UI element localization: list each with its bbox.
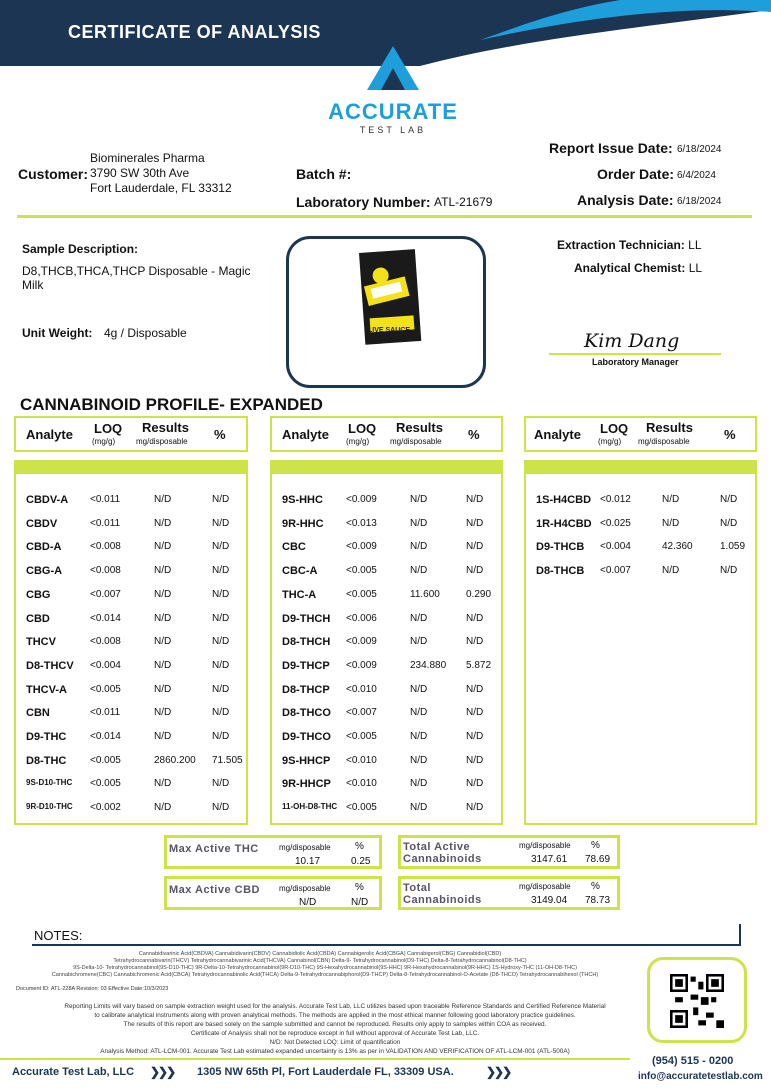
result-cell: N/D xyxy=(410,731,428,742)
table-row xyxy=(272,488,501,512)
table-row xyxy=(272,583,501,607)
percent-cell: N/D xyxy=(466,707,484,719)
percent-cell: N/D xyxy=(466,612,484,624)
company-logo xyxy=(318,44,468,135)
analyte-cell: CBN xyxy=(26,707,50,720)
table-row xyxy=(272,654,501,678)
result-cell: N/D xyxy=(154,659,172,671)
hdr-loq: LOQ xyxy=(600,421,629,436)
analysis-date: 6/18/2024 xyxy=(677,196,722,207)
total-pct-header: % xyxy=(591,881,600,892)
percent-cell: N/D xyxy=(212,778,230,790)
total-unit: mg/disposable xyxy=(519,882,571,891)
table-row xyxy=(272,535,501,559)
percent-cell: N/D xyxy=(212,612,230,624)
sample-desc-line1: D8,THCB,THCA,THCP Disposable - Magic xyxy=(22,264,251,278)
results-column-2 xyxy=(270,460,503,825)
table-row xyxy=(16,654,246,678)
analyte-cell: D9-THCB xyxy=(536,541,585,554)
hdr-analyte: Analyte xyxy=(26,427,73,442)
percent-cell: N/D xyxy=(212,588,230,600)
percent-cell: 5.872 xyxy=(466,659,492,671)
table-row xyxy=(16,796,246,820)
max-thc-value: 10.17 xyxy=(295,856,321,867)
total-pct: 78.73 xyxy=(585,895,611,906)
results-column-1 xyxy=(14,460,248,825)
loq-cell: <0.005 xyxy=(346,731,377,742)
total-active-label1: Total Active xyxy=(403,841,471,853)
document-title: CERTIFICATE OF ANALYSIS xyxy=(68,22,321,42)
result-cell: N/D xyxy=(410,778,428,790)
triangle-logo-icon xyxy=(365,44,421,92)
table-header-3 xyxy=(524,416,757,452)
result-cell: N/D xyxy=(410,612,428,624)
results-column-3 xyxy=(524,460,757,825)
result-cell: N/D xyxy=(154,707,172,719)
sample-photo xyxy=(286,236,486,388)
loq-cell: <0.007 xyxy=(90,588,121,600)
analyte-cell: 9R-HHCP xyxy=(282,778,331,791)
analyte-cell: D8-THCV xyxy=(26,659,74,672)
analyte-cell: THCV xyxy=(26,636,56,649)
disclaimer-line: The results of this report are based solely on the sample submitted and cannot be reproduced. Results only apply to samples within COA as received. xyxy=(123,1021,547,1028)
analyte-cell: 9S-HHC xyxy=(282,494,323,506)
total-label2: Cannabinoids xyxy=(403,894,482,906)
loq-cell: <0.009 xyxy=(346,494,377,505)
table-row xyxy=(272,607,501,631)
qr-code-icon xyxy=(670,974,724,1028)
table-row xyxy=(272,749,501,773)
loq-cell: <0.005 xyxy=(346,802,377,814)
disclaimer-line: Analysis Method: ATL-LCM-001. Accurate Test Lab estimated expanded uncertainty is 13% as per in VALIDATION AND VERIFICATION OF ATL-LCM-001 (ATL-500A) xyxy=(100,1048,570,1055)
max-cbd-unit: mg/disposable xyxy=(279,884,331,893)
loq-cell: <0.008 xyxy=(90,636,121,648)
loq-cell: <0.013 xyxy=(346,517,377,529)
max-thc-pct-header: % xyxy=(355,841,364,852)
disclaimer-line: N/D: Not Detected LOQ: Limit of quantification xyxy=(269,1039,401,1046)
result-cell: N/D xyxy=(662,565,680,577)
result-cell: N/D xyxy=(154,588,172,600)
batch-label: Batch #: xyxy=(296,166,352,182)
percent-cell: N/D xyxy=(212,565,230,577)
percent-cell: N/D xyxy=(720,517,738,529)
analyte-cell: 9R-D10-THC xyxy=(26,802,73,812)
hdr-analyte: Analyte xyxy=(534,427,581,442)
signature-line xyxy=(549,353,721,355)
max-active-cbd-box xyxy=(164,876,382,910)
loq-cell: <0.014 xyxy=(90,731,121,742)
result-cell: N/D xyxy=(662,517,680,529)
result-cell: N/D xyxy=(154,636,172,648)
result-cell: 234.880 xyxy=(410,659,447,671)
manager-title: Laboratory Manager xyxy=(592,357,679,367)
percent-cell: N/D xyxy=(466,565,484,577)
total-active-pct-header: % xyxy=(591,840,600,851)
extraction-tech-value: LL xyxy=(688,238,702,252)
loq-cell: <0.010 xyxy=(346,778,377,790)
loq-cell: <0.011 xyxy=(90,707,121,719)
result-cell: N/D xyxy=(154,612,172,624)
result-cell: N/D xyxy=(410,517,428,529)
hdr-loq-unit: (mg/g) xyxy=(598,437,622,446)
result-cell: N/D xyxy=(154,517,172,529)
chevrons-icon: ❯❯❯ xyxy=(150,1065,175,1079)
footer-rule xyxy=(0,1058,630,1060)
abbr-line-1: Cannabidivarinic Acid(CBDVA) Cannabidivarin(CBDV) Cannabidiolic Acid(CBDA) Cannabigerolic Acid(CBGA) Cannabigerol(CBG) Cannabidiol(CBD) xyxy=(138,951,502,957)
result-cell: N/D xyxy=(410,683,428,695)
result-cell: N/D xyxy=(154,683,172,695)
total-active-unit: mg/disposable xyxy=(519,841,571,850)
table-row xyxy=(272,772,501,796)
table-row xyxy=(272,512,501,536)
abbr-line-3: 9S-Delta-10- Tetrahydrocannabinol(9S-D10-THC) 9R-Delta-10-Tetrahydrocannabinol(9R-D10-THC) 9S-Hexahydrocannabinol(9S-HHC) 9R-Hexahydrocannabinol(9R-HHC) 1S-Hydroxy-THC (11-OH-D8-THC) xyxy=(73,965,577,971)
loq-cell: <0.011 xyxy=(90,517,121,529)
hdr-results: Results xyxy=(646,420,693,435)
total-active-pct: 78.69 xyxy=(585,854,611,865)
hdr-loq: LOQ xyxy=(348,421,377,436)
result-cell: N/D xyxy=(154,565,172,577)
extraction-tech xyxy=(557,238,702,252)
loq-cell: <0.009 xyxy=(346,541,377,553)
result-cell: N/D xyxy=(410,565,428,577)
hdr-results: Results xyxy=(396,420,443,435)
disclaimer-line: Certificate of Analysis shall not be reproduce except in full without approval of Accurate Test Lab, LLC. xyxy=(190,1030,480,1037)
loq-cell: <0.025 xyxy=(600,517,631,529)
analyte-cell: D8-THCB xyxy=(536,565,585,578)
analyte-cell: D8-THC xyxy=(26,754,67,767)
loq-cell: <0.007 xyxy=(600,565,631,577)
customer-address1: 3790 SW 30th Ave xyxy=(90,166,190,180)
sample-desc-line2: Milk xyxy=(22,278,44,292)
chevrons-icon: ❯❯❯ xyxy=(486,1065,511,1079)
max-thc-pct: 0.25 xyxy=(351,856,371,867)
percent-cell: 71.505 xyxy=(212,754,243,766)
analytical-chemist xyxy=(574,261,702,275)
hdr-pct: % xyxy=(468,427,480,442)
loq-cell: <0.002 xyxy=(90,802,121,814)
table-row xyxy=(16,701,246,725)
logo-word: ACCURATE xyxy=(328,99,458,124)
max-cbd-label: Max Active CBD xyxy=(169,884,260,896)
loq-cell: <0.014 xyxy=(90,612,121,624)
result-cell: N/D xyxy=(410,707,428,719)
table-header-1 xyxy=(14,416,248,452)
footer-company: Accurate Test Lab, LLC xyxy=(12,1066,135,1078)
loq-cell: <0.010 xyxy=(346,754,377,766)
max-cbd-value: N/D xyxy=(299,897,317,908)
hdr-pct: % xyxy=(724,427,736,442)
disclaimer-line: to calibrate analytical instruments along with proven analytical methods. The methods are applied in the most ethical manner following good laboratory practice guidelines. xyxy=(94,1012,576,1019)
percent-cell: N/D xyxy=(466,494,484,505)
contact-email[interactable]: info@accuratetestlab.com xyxy=(638,1071,763,1082)
percent-cell: 0.290 xyxy=(466,588,492,600)
lab-number-value: ATL-21679 xyxy=(434,195,493,209)
percent-cell: 1.059 xyxy=(720,541,746,553)
analyte-cell: CBC xyxy=(282,541,306,554)
table-header-2 xyxy=(270,416,503,452)
analyte-cell: CBC-A xyxy=(282,565,318,578)
percent-cell: N/D xyxy=(212,731,230,742)
analyte-cell: D9-THCH xyxy=(282,612,331,625)
table-row xyxy=(16,607,246,631)
total-label1: Total xyxy=(403,882,431,894)
analyte-cell: D8-THCH xyxy=(282,636,331,649)
analyte-cell: CBG xyxy=(26,588,51,601)
percent-cell: N/D xyxy=(212,494,230,505)
percent-cell: N/D xyxy=(466,802,484,814)
analyte-cell: THCV-A xyxy=(26,683,67,696)
table-row xyxy=(272,630,501,654)
table-row xyxy=(272,678,501,702)
sample-desc-label: Sample Description: xyxy=(22,242,139,256)
hdr-analyte: Analyte xyxy=(282,427,329,442)
table-row xyxy=(16,512,246,536)
total-active-value: 3147.61 xyxy=(531,854,568,865)
percent-cell: N/D xyxy=(212,802,230,814)
analyte-cell: D9-THC xyxy=(26,731,67,743)
max-cbd-pct-header: % xyxy=(355,882,364,893)
customer-address2: Fort Lauderdale, FL 33312 xyxy=(90,181,232,195)
analyte-cell: D8-THCP xyxy=(282,683,330,696)
result-cell: N/D xyxy=(410,541,428,553)
notes-label: NOTES: xyxy=(34,928,83,943)
hdr-results-unit: mg/disposable xyxy=(638,437,690,446)
table-row xyxy=(16,535,246,559)
max-thc-unit: mg/disposable xyxy=(279,843,331,852)
analyte-cell: CBG-A xyxy=(26,565,63,578)
result-cell: N/D xyxy=(154,541,172,553)
loq-cell: <0.004 xyxy=(90,659,121,671)
footer-address: 1305 NW 65th Pl, Fort Lauderdale FL, 33309 USA. xyxy=(197,1066,454,1078)
result-cell: N/D xyxy=(410,802,428,814)
analyte-cell: 1S-H4CBD xyxy=(536,494,592,506)
disclaimer xyxy=(30,1002,640,1056)
loq-cell: <0.009 xyxy=(346,659,377,671)
customer-name: Biominerales Pharma xyxy=(90,151,205,165)
chemist-value: LL xyxy=(688,261,703,275)
total-cannabinoids-box xyxy=(398,876,620,910)
result-cell: 42.360 xyxy=(662,541,693,553)
result-cell: N/D xyxy=(410,494,428,505)
table-row xyxy=(16,678,246,702)
qr-code-frame[interactable] xyxy=(647,957,747,1043)
total-value: 3149.04 xyxy=(531,895,568,906)
result-cell: N/D xyxy=(154,802,172,814)
percent-cell: N/D xyxy=(466,778,484,790)
analyte-cell: 9S-D10-THC xyxy=(26,778,73,788)
percent-cell: N/D xyxy=(212,683,230,695)
table-row xyxy=(272,559,501,583)
loq-cell: <0.008 xyxy=(90,541,121,553)
analyte-cell: D8-THCO xyxy=(282,707,331,720)
table-row xyxy=(526,488,755,512)
max-thc-label: Max Active THC xyxy=(169,843,259,855)
percent-cell: N/D xyxy=(212,517,230,529)
table-row xyxy=(16,583,246,607)
percent-cell: N/D xyxy=(466,541,484,553)
table-row xyxy=(16,725,246,749)
result-cell: N/D xyxy=(154,731,172,742)
unit-weight-value: 4g / Disposable xyxy=(104,326,187,340)
percent-cell: N/D xyxy=(212,636,230,648)
result-cell: N/D xyxy=(662,494,680,505)
loq-cell: <0.008 xyxy=(90,565,121,577)
profile-title: CANNABINOID PROFILE- EXPANDED xyxy=(20,395,323,414)
header-divider xyxy=(17,215,752,218)
loq-cell: <0.004 xyxy=(600,541,631,553)
result-cell: N/D xyxy=(410,754,428,766)
result-cell: 11.600 xyxy=(410,588,440,600)
percent-cell: N/D xyxy=(466,517,484,529)
hdr-loq: LOQ xyxy=(94,421,123,436)
loq-cell: <0.005 xyxy=(90,754,121,766)
percent-cell: N/D xyxy=(466,731,484,742)
analyte-cell: 9R-HHC xyxy=(282,517,324,530)
hdr-loq-unit: (mg/g) xyxy=(346,437,370,446)
hdr-results: Results xyxy=(142,420,189,435)
percent-cell: N/D xyxy=(466,683,484,695)
report-issue-date: 6/18/2024 xyxy=(677,144,722,155)
percent-cell: N/D xyxy=(212,707,230,719)
loq-cell: <0.005 xyxy=(346,588,377,600)
loq-cell: <0.005 xyxy=(90,683,121,695)
analysis-date-label: Analysis Date: xyxy=(577,192,674,208)
loq-cell: <0.010 xyxy=(346,683,377,695)
table-row xyxy=(272,796,501,820)
analyte-cell: CBDV-A xyxy=(26,494,69,506)
table-row xyxy=(526,559,755,583)
table-row xyxy=(16,488,246,512)
order-date-label: Order Date: xyxy=(597,166,675,182)
percent-cell: N/D xyxy=(466,754,484,766)
hdr-loq-unit: (mg/g) xyxy=(92,437,116,446)
table-row xyxy=(526,535,755,559)
analyte-cell: THC-A xyxy=(282,588,317,601)
max-cbd-pct: N/D xyxy=(351,897,369,908)
percent-cell: N/D xyxy=(720,494,738,505)
result-cell: 2860.200 xyxy=(154,754,196,766)
photo-label: LIVE SAUCE xyxy=(367,327,411,334)
analyte-cell: CBD-A xyxy=(26,541,62,554)
chemist-label: Analytical Chemist: xyxy=(574,261,686,275)
hdr-results-unit: mg/disposable xyxy=(390,437,442,446)
loq-cell: <0.005 xyxy=(90,778,121,790)
table-row xyxy=(16,772,246,796)
table-row xyxy=(16,559,246,583)
manager-signature: Kim Dang xyxy=(584,330,680,352)
customer-label: Customer: xyxy=(18,166,89,182)
total-active-box xyxy=(398,835,620,869)
table-row xyxy=(526,512,755,536)
hdr-results-unit: mg/disposable xyxy=(136,437,188,446)
hdr-pct: % xyxy=(214,427,226,442)
result-cell: N/D xyxy=(154,494,172,505)
extraction-tech-label: Extraction Technician: xyxy=(557,238,685,252)
lab-number-label: Laboratory Number: xyxy=(296,194,431,210)
percent-cell: N/D xyxy=(212,659,230,671)
analyte-cell: CBD xyxy=(26,612,50,625)
max-active-thc-box xyxy=(164,835,382,869)
analyte-cell: D9-THCP xyxy=(282,659,330,672)
table-row xyxy=(272,725,501,749)
loq-cell: <0.011 xyxy=(90,494,121,505)
disclaimer-line: Reporting Limits will vary based on sample extraction weight used for the analysis. Accurate Test Lab, LLC utilizes based upon traceable Reference Standards and Certified Reference Material xyxy=(64,1003,606,1010)
analyte-cell: D9-THCO xyxy=(282,731,331,743)
logo-subtitle: TEST LAB xyxy=(359,125,427,135)
analyte-cell: 9S-HHCP xyxy=(282,754,331,767)
notes-bar xyxy=(32,924,741,946)
loq-cell: <0.005 xyxy=(346,565,377,577)
loq-cell: <0.007 xyxy=(346,707,377,719)
percent-cell: N/D xyxy=(720,565,738,577)
footer xyxy=(0,1058,771,1090)
analyte-cell: 11-OH-D8-THC xyxy=(282,802,338,812)
order-date: 6/4/2024 xyxy=(677,170,716,181)
loq-cell: <0.009 xyxy=(346,636,377,648)
table-row xyxy=(272,701,501,725)
document-info: Document ID: ATL-228A Revision: 03 Effective Date:10/3/2023 xyxy=(16,986,169,992)
percent-cell: N/D xyxy=(466,636,484,648)
table-row xyxy=(16,749,246,773)
report-issue-label: Report Issue Date: xyxy=(549,140,673,156)
loq-cell: <0.006 xyxy=(346,612,377,624)
analyte-cell: CBDV xyxy=(26,517,58,530)
percent-cell: N/D xyxy=(212,541,230,553)
abbr-line-4: Cannabichromene(CBC) Cannabichromenic Acid(CBCA) Tetrahydrocannabinolic Acid(THCA) Delta-9-Tetrahydrocannabiphorol(D9-THCP) Delta-8-Tetrahydrocannabinol-O-Acetate (D8-THCO) Tetrahydrocannabihexol (THCH) xyxy=(51,972,599,978)
contact-phone: (954) 515 - 0200 xyxy=(652,1055,734,1067)
abbr-line-2: Tetrahydrocannabivarin(THCV) Tetrahydrocannabivarinic Acid(THCVA) Cannabinol(CBN) Delta-9- Tetrahydrocannabinol(D9-THC) Delta-8-Tetrahydrocannabinol(D8-THC) xyxy=(113,958,527,964)
result-cell: N/D xyxy=(410,636,428,648)
total-active-label2: Cannabinoids xyxy=(403,853,482,865)
unit-weight-label: Unit Weight: xyxy=(22,326,93,340)
result-cell: N/D xyxy=(154,778,172,790)
table-row xyxy=(16,630,246,654)
loq-cell: <0.012 xyxy=(600,494,631,505)
analyte-cell: 1R-H4CBD xyxy=(536,517,592,530)
